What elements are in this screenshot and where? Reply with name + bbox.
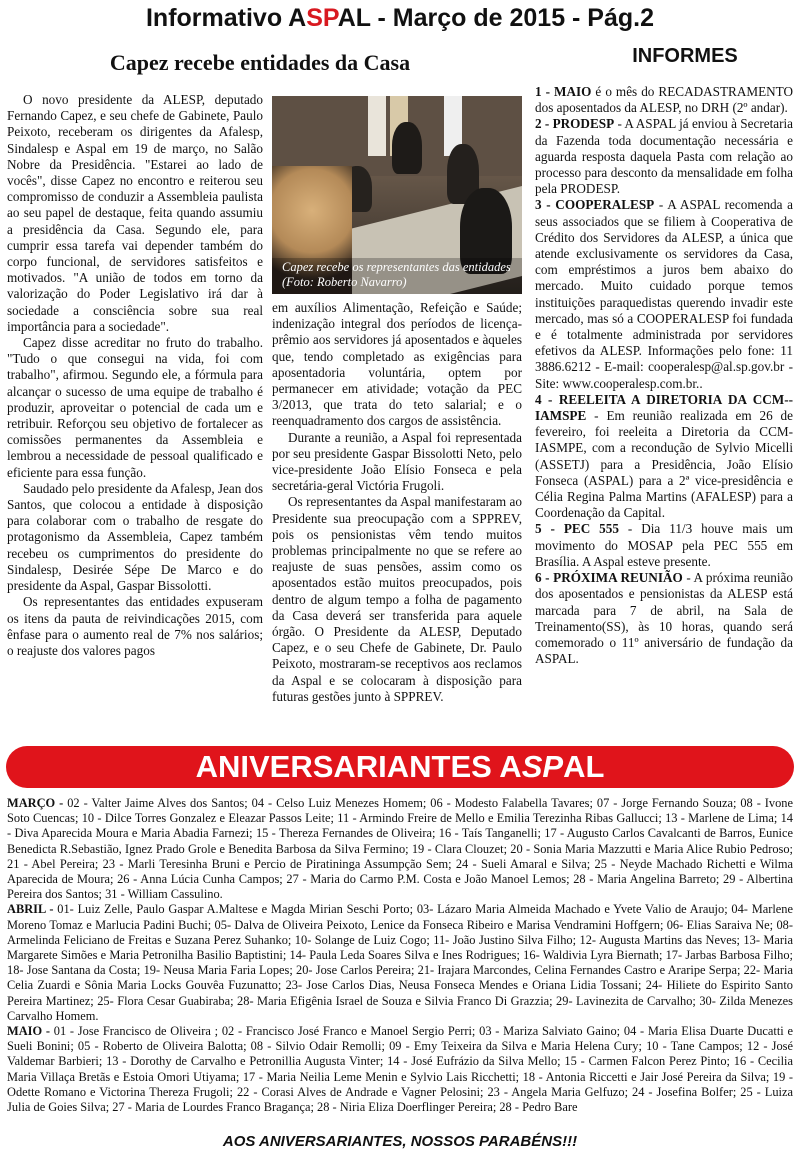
birthdays-list <box>7 796 793 1122</box>
birthday-names: 01 - Jose Francisco de Oliveira ; 02 - Francisco José Franco e Manoel Sergio Perri; 03 - Mariza Salviato Gaino; 04 - Maria Elisa Duarte Ducatti e Sueli Bonini; 05 - Roberto de Oliveira Balotta; 08 - Silvio Odair Remolli; 09 - Emy Teixeira da Silva e Maria Helena Cury; 10 - Tane Campos; 12 - José Valdemar Barbieri; 13 - Dorothy de Carvalho e Petronillia Augusta Vinter; 14 - José Eufrázio da Silva Mello; 15 - Carmen Falcon Perez Pinto; 16 - Cecilia Maria Villaça Bretãs e Estoia Omori Utiyama; 17 - Maria Neilia Leme Menin e Sylvio Lais Ricchetti; 18 - Antonia Riccetti e Jair José Pereira da Silva; 19 - Odette Romano e Victorina Thereza Frugoli; 22 - Corasi Alves de Andrade e Vagner Pelosini; 23 - Angela Maria Gelfuzo; 24 - Josefina Bolfer; 25 - Luiza Julia de Goies Silva; 27 - Maria de Lourdes Franco Bragança; 28 - Niria Eliza Doerflinger Pereira; 28 - Pedro Bare <box>7 1024 793 1115</box>
informe-item <box>535 392 793 522</box>
birthday-month-label: MAIO - <box>7 1024 54 1039</box>
article-paragraph: O novo presidente da ALESP, deputado Fernando Capez, e seu chefe de Gabinete, Paulo Peixoto, receberam os dirigentes da Afalesp, Sindalesp e Aspal em 19 de março, no Salão Nobre da Presidência. "Estarei ao lado de vocês", disse Capez no encontro e reiterou seu compromisso de conduzir a Assembleia paulista ao seu papel de destaque, feita quando assumiu a presidência da Casa. Segundo ele, para cumprir essa tarefa vai depender também do corpo funcional, de servidores satisfeitos e motivados. "A união de todos em torno da valorização do Poder Legislativo irá dar à sociedade a consciência sobre sua real importância para a sociedade". <box>7 92 263 334</box>
informe-heading: 1 - MAIO <box>535 84 592 99</box>
informe-item <box>535 116 793 197</box>
birthdays-banner <box>6 746 794 788</box>
birthday-month-block <box>7 1024 793 1115</box>
birthday-month-label: MARÇO - <box>7 796 68 810</box>
informe-text: - A ASPAL recomenda a seus associados que se filiem à Cooperativa de Crédito dos Servidores da ALESP, a única que atende exclusivamente os servidores da Casa, com empréstimos a juros bem abaixo do mercado. Muito cuidado porque temos instituições paraquedistas querendo invadir este mercado, mas só a COOPERALESP foi fundada e é totalmente administrada por servidores efetivos da ALESP. Informações pelo fone: 11 3886.6212 - E-mail: cooperalesp@al.sp.gov.br - Site: www.cooperalesp.com.br.. <box>535 197 793 391</box>
header-title-start: Informativo A <box>145 4 307 32</box>
birthday-names: 01- Luiz Zelle, Paulo Gaspar A.Maltese e Magda Mirian Seschi Porto; 03- Lázaro Maria Almeida Machado e Yvete Valio de Araujo; 04- Marlene Moreno Tomaz e Marlucia Padini Buchi; 05- Dalva de Oliveira Peixoto, Lenice da Fonseca Ribeiro e Marisa Vendramini Hoffgern; 06- Elias Saraiva Ne; 08- Armelinda Feliciano de Freitas e Suzana Perez Suhanko; 10- Solange de Luiz Cogo; 11- João Justino Silva Filho; 12- Augusta Martins das Neves; 13- Maria Margarete Simões e Maria Petronilha Basilio Baptistini; 14- Paula Leda Soares Silva e Ines Rodrigues; 16- Waldivia Lyra Biernath; 17- Jarbas Barbosa Filho; 18- Jose Santana da Costa; 19- Neusa Maria Faria Lopes; 20- Jose Carlos Pereira; 21- Irajara Marcondes, Celina Fernandes Castro e Araripe Serpa; 22- Maria Celia Zuardi e Sônia Maria Locks Gouvêa Fuzunatto; 23- Jose Carlos Dias, Neusa Fonseca Mendes e Oriana Lidia Tossani; 24- Hiliete do Espirito Santo Pereira Martinez; 25- Flora Cesar Guabiraba; 28- Maria Efigênia Israel de Souza e Silvia Franco Di Grazzia; 29- Lavinezita de Carvalho; 30- Zilda Menezes Carvalho Homem. <box>7 902 793 1023</box>
birthday-month-block <box>7 902 793 1024</box>
article-paragraph: Capez disse acreditar no fruto do trabalho. "Tudo o que consegui na vida, foi com trabalho", afirmou. Segundo ele, a fórmula para alcançar o sucesso de uma equipe de trabalho é produzir, aproveitar o potencial de cada um e retribuir. Reforçou seu objetivo de fortalecer as comissões permanentes da Assembleia e lembrou a necessidade de pessoal qualificado e eficiente para essa função. <box>7 335 263 480</box>
informe-text: - Dia 11/3 houve mais um movimento do MOSAP pela PEC 555 em Brasília. A Aspal esteve presente. <box>535 521 793 569</box>
informe-item <box>535 521 793 570</box>
article-paragraph: Saudado pelo presidente da Afalesp, Jean dos Santos, que colocou a entidade à disposição para colaborar com o trabalho de resgate do protagonismo da Assembleia, Capez também recebeu os cumprimentos do presidente do Sindalesp, Desirée Sépe De Marco e do presidente da Aspal, Gaspar Bissolotti. <box>7 480 263 594</box>
article-paragraph: Durante a reunião, a Aspal foi representada por seu presidente Gaspar Bissolotti Neto, pelo vice-presidente João Elísio Fonseca e pela secretária-geral Victória Frugoli. <box>272 429 522 494</box>
informe-text: é o mês do RECADASTRAMENTO dos aposentados da ALESP, no DRH (2º andar). <box>535 84 793 116</box>
informe-heading: 6 - PRÓXIMA REUNIÃO <box>535 570 683 586</box>
article-paragraph: Os representantes da Aspal manifestaram ao Presidente sua preocupação com a SPPREV, pois os pensionistas vêm tendo muitos problemas principalmente no que se refere ao reajuste de suas pensões, assim como os aposentados estão muitos preocupados, pois dentro de algum tempo a folha de pagamento da Casa deverá ser transferida para aquele órgão. O Presidente da ALESP, Deputado Capez, e o seu Chefe de Gabinete, Dr. Paulo Peixoto, mostraram-se receptivos aos reclamos da Aspal e se colocaram à disposição para futuras gestões junto à SPPREV. <box>272 494 522 704</box>
birthday-names: 02 - Valter Jaime Alves dos Santos; 04 - Celso Luiz Menezes Homem; 06 - Modesto Falabella Tavares; 07 - Jorge Fernando Souza; 08 - Ivone Soto Cuencas; 10 - Dilce Torres Gonzalez e Eleazar Passos Leite; 11 - Armindo Freire de Mello e Emilia Terezinha Ribas Gallucci; 13 - Marlene de Lima; 14 - Diva Aparecida Moura e Maria Abadia Farnezi; 15 - Thereza Fernandes de Oliveira; 16 - Taís Tanganelli; 17 - Augusto Carlos Cavalcanti de Barros, Eunice Benedicta R.Sebastião, Ignez Prado Grole e Benedita Barbosa da Silva Fermino; 19 - Clara Clouzet; 20 - Sonia Maria Mazzutti e Maria Alice Rubio Pedroso; 21 - Abel Pereira; 23 - Marli Teresinha Bruni e Percio de Piratininga Assumpção Sem; 24 - Sueli Amaral e Silva; 25 - Neyde Machado Richetti e Wilma Aparecida de Moura; 26 - Anna Lúcia Cunha Campos; 27 - Maria do Carmo P.M. Costa e João Manoel Lemos; 28 - Maria Angelina Barreto; 29 - Albertina Pereira dos Santos; 31 - William Cassulino. <box>7 796 793 902</box>
informe-text: - Em reunião realizada em 26 de fevereiro, foi reeleita a Diretoria da CCM-IASMPE, com a recondução de Sylvio Micelli (ASSETJ) para a Presidência, João Elísio Fonseca (ASPAL) para a 2ª vice-presidência e Célia Regina Palma Martins (AFALESP) para a Coordenação da Capital. <box>535 408 793 521</box>
informe-heading: 3 - COOPERALESP <box>535 197 655 213</box>
banner-title-end: AL <box>563 749 605 784</box>
informe-heading: 5 - PEC 555 <box>535 521 619 537</box>
informe-item <box>535 197 793 391</box>
informe-text: - A próxima reunião dos aposentados e pensionistas da ALESP está marcada para 7 de abril, na Sala de Treinamento(SS), às 10 horas, quando será comemorado o 11º aniversário de fundação da ASPAL. <box>535 570 793 667</box>
article-title: Capez recebe entidades da Casa <box>109 50 411 75</box>
informe-heading: 4 - REELEITA A DIRETORIA DA CCM--IAMSPE <box>535 391 793 424</box>
article-column-2 <box>272 300 522 740</box>
informes-title: INFORMES <box>632 45 738 67</box>
birthday-month-label: ABRIL - <box>7 902 58 917</box>
header-title-end: AL - Março de 2015 - Pág.2 <box>337 4 655 32</box>
informe-item <box>535 84 793 116</box>
flag-image <box>368 96 386 156</box>
birthday-month-block <box>7 796 793 902</box>
article-paragraph: em auxílios Alimentação, Refeição e Saúde; indenização integral dos períodos de licença-prêmio aos servidores já aposentados e àqueles que, tendo completado as exigências para aposentadoria voluntária, optem por permanecer em atividade; votação da PEC 3/2013, que trata do teto salarial; e o reenquadramento dos cargos de assistência. <box>272 300 522 429</box>
banner-title-start: ANIVERSARIANTES A <box>195 749 522 784</box>
header-title-sp: SP <box>306 4 338 32</box>
newsletter-header <box>0 0 800 36</box>
person-figure <box>392 122 422 174</box>
article-column-1 <box>7 92 263 738</box>
meeting-photo <box>272 96 522 294</box>
informe-item <box>535 570 793 667</box>
photo-caption: Capez recebe os representantes das entidades (Foto: Roberto Navarro) <box>272 258 522 294</box>
congratulations-footer: AOS ANIVERSARIANTES, NOSSOS PARABÉNS!!! <box>222 1133 578 1150</box>
article-paragraph: Os representantes das entidades expuseram os itens da pauta de reivindicações 2015, com ênfase para o aumento real de 7% nos salários; o reajuste dos valores pagos <box>7 594 263 658</box>
banner-title-sp: SP <box>521 749 564 784</box>
informe-text: - A ASPAL já enviou à Secretaria da Fazenda toda documentação necessária e aguarda resposta daquela Pasta com relação ao processo para desconto da mensalidade em folha pela PRODESP. <box>535 116 793 197</box>
informe-heading: 2 - PRODESP <box>535 116 615 132</box>
informes-column <box>535 84 793 740</box>
